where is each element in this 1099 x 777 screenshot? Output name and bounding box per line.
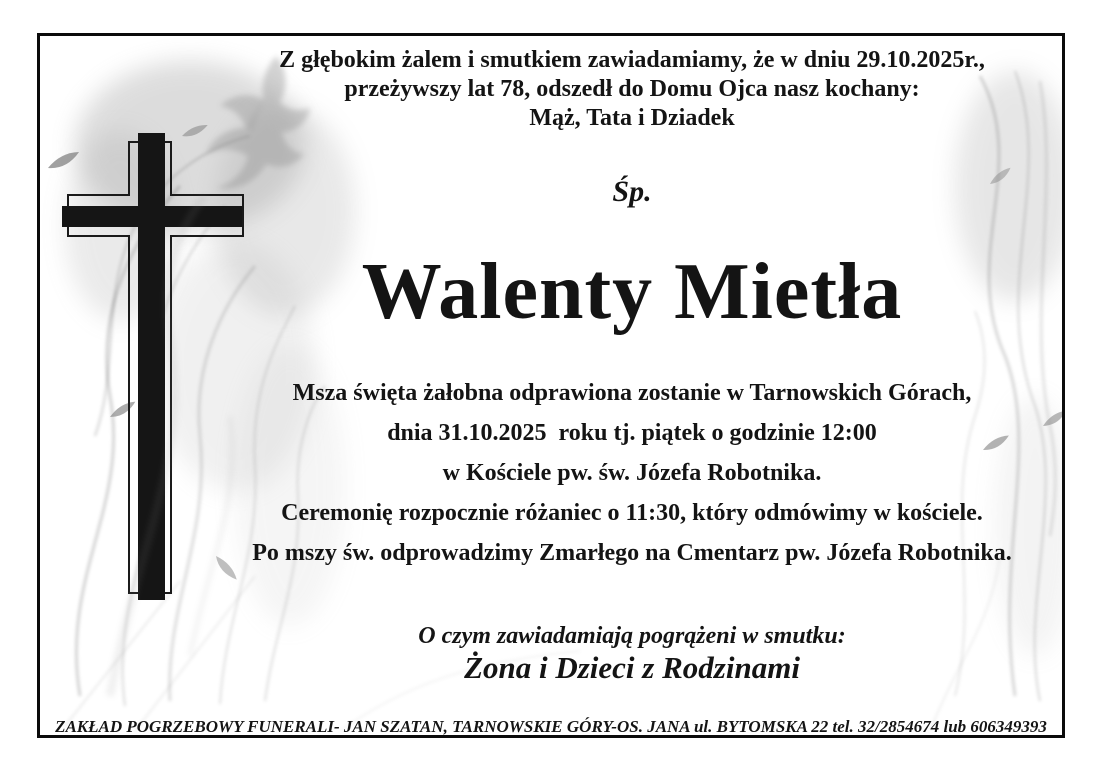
honorific: Śp. <box>612 175 652 208</box>
funeral-home-footer: ZAKŁAD POGRZEBOWY FUNERALI- JAN SZATAN, TARNOWSKIE GÓRY-OS. JANA ul. BYTOMSKA 22 tel. 32/2854674 lub 606349393 <box>55 717 1047 736</box>
intro-paragraph <box>201 46 1063 133</box>
intro-line-2: przeżywszy lat 78, odszedł do Domu Ojca nasz kochany: <box>344 76 920 102</box>
intro-line-3: Mąż, Tata i Dziadek <box>529 105 735 131</box>
closing-line-1: O czym zawiadamiają pogrążeni w smutku: <box>418 623 846 649</box>
mourners-line: Żona i Dzieci z Rodzinami <box>464 650 800 685</box>
announcement-card <box>37 33 1065 738</box>
deceased-name: Walenty Mietła <box>361 248 903 336</box>
details-line-1: Msza święta żałobna odprawiona zostanie w Tarnowskich Górach, <box>292 380 972 406</box>
ceremony-details <box>201 373 1063 573</box>
details-line-2: dnia 31.10.2025 roku tj. piątek o godzinie 12:00 <box>387 420 877 446</box>
details-line-3: w Kościele pw. św. Józefa Robotnika. <box>442 460 822 486</box>
details-line-4: Ceremonię rozpocznie różaniec o 11:30, który odmówimy w kościele. <box>281 500 983 526</box>
details-line-5: Po mszy św. odprowadzimy Zmarłego na Cmentarz pw. Józefa Robotnika. <box>252 540 1012 566</box>
closing-paragraph <box>201 622 1063 685</box>
intro-line-1: Z głębokim żalem i smutkiem zawiadamiamy, że w dniu 29.10.2025r., <box>279 47 985 73</box>
